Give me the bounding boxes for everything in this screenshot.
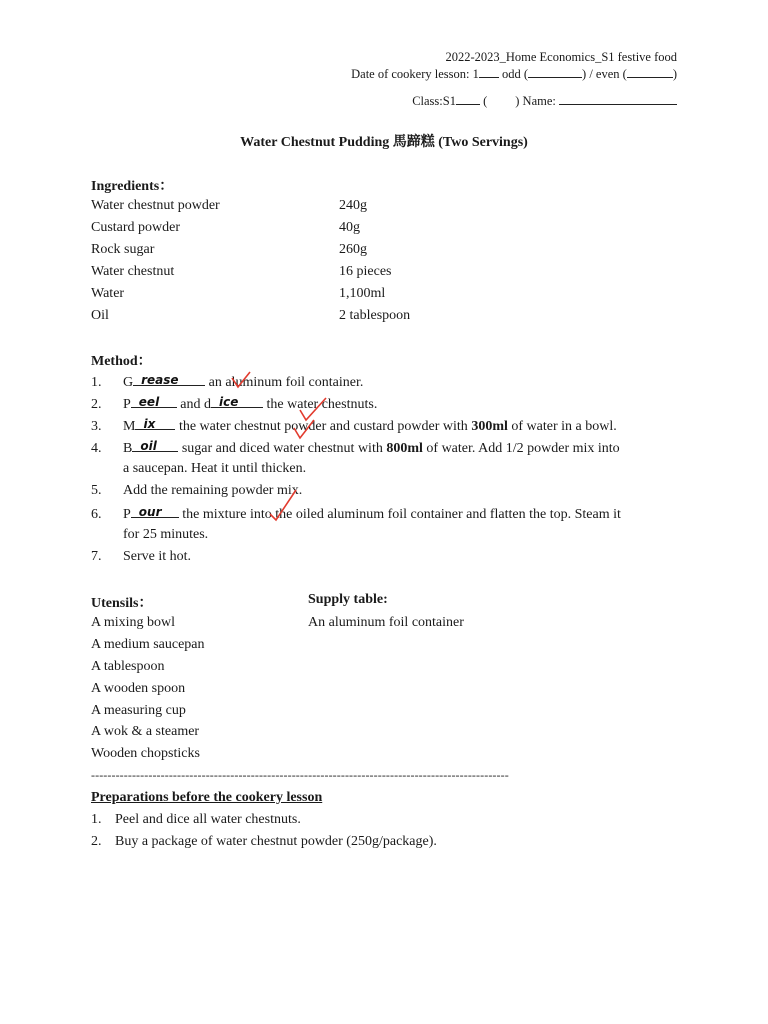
preparation-item [91, 834, 437, 850]
ingredients-heading: Ingredients： [91, 179, 174, 194]
method-heading: Method： [91, 354, 152, 369]
step-text: of water. Add 1/2 powder mix into [422, 441, 620, 456]
handwritten-answer: ice [219, 395, 239, 409]
utensil-item: A wooden spoon [91, 681, 186, 696]
step-text: the water chestnuts. [263, 397, 378, 412]
amount-emphasis: 300ml [471, 419, 508, 434]
preparation-item [91, 812, 301, 828]
step-number: 7. [91, 549, 102, 564]
ingredient-name: Custard powder [91, 220, 181, 235]
step-text: Serve it hot. [123, 549, 192, 564]
step-text: and d [176, 397, 212, 412]
handwritten-answer: our [138, 505, 162, 519]
ingredient-name: Water chestnut [91, 264, 175, 279]
utensil-item: A medium saucepan [91, 637, 205, 652]
step-prefix: P [123, 507, 131, 522]
even-label: ) / even ( [582, 67, 627, 81]
ingredient-name: Rock sugar [91, 242, 155, 257]
recipe-title: Water Chestnut Pudding 馬蹄糕 (Two Servings) [240, 135, 528, 150]
step-prefix: G [123, 375, 134, 390]
utensil-item: A tablespoon [91, 659, 165, 674]
step-prefix: B [123, 441, 133, 456]
step-number: 2. [91, 397, 102, 412]
ingredient-name: Oil [91, 308, 109, 323]
class-label: Class:S1 [412, 94, 456, 108]
check-mark-icon [270, 490, 296, 520]
ingredient-qty: 240g [339, 198, 367, 213]
prep-number: 2. [91, 834, 102, 849]
method-step-4-cont: a saucepan. Heat it until thicken. [123, 461, 307, 476]
name-label: ) Name: [515, 94, 556, 108]
handwritten-answer: rease [141, 373, 179, 387]
prep-text: Peel and dice all water chestnuts. [115, 812, 301, 827]
ingredient-qty: 1,100ml [339, 286, 386, 301]
utensil-item: A mixing bowl [91, 615, 176, 630]
handwritten-answer: ix [143, 417, 156, 431]
amount-emphasis: 800ml [386, 441, 423, 456]
step-number: 1. [91, 375, 102, 390]
close-paren: ) [672, 67, 677, 81]
check-mark-icon [232, 372, 250, 387]
step-text: Add the remaining powder mix. [123, 483, 303, 498]
utensil-item: A wok & a steamer [91, 724, 200, 739]
preparations-heading: Preparations before the cookery lesson [91, 790, 323, 805]
step-number: 5. [91, 483, 102, 498]
ingredient-qty: 260g [339, 242, 367, 257]
handwritten-answer: oil [140, 439, 157, 453]
method-step-6-cont: for 25 minutes. [123, 527, 209, 542]
utensils-heading: Utensils： [91, 596, 153, 611]
header-line1: 2022-2023_Home Economics_S1 festive food [445, 50, 677, 64]
step-prefix: P [123, 397, 131, 412]
open-paren: ( [483, 94, 488, 108]
utensil-item: A measuring cup [91, 703, 186, 718]
step-text: the mixture into the oiled aluminum foil container and flatten the top. Steam it [178, 507, 621, 522]
odd-label: odd ( [502, 67, 529, 81]
step-number: 3. [91, 419, 102, 434]
prep-number: 1. [91, 812, 102, 827]
ingredient-name: Water [91, 286, 125, 301]
ingredient-qty: 16 pieces [339, 264, 392, 279]
ingredient-qty: 2 tablespoon [339, 308, 411, 323]
step-text: an aluminum foil container. [205, 375, 364, 390]
supply-heading: Supply table: [308, 592, 388, 607]
ingredient-name: Water chestnut powder [91, 198, 220, 213]
step-text: of water in a bowl. [507, 419, 617, 434]
date-label: Date of cookery lesson: 1 [351, 67, 479, 81]
step-number: 6. [91, 507, 102, 522]
prep-text: Buy a package of water chestnut powder (250g/package). [115, 834, 437, 849]
ingredient-qty: 40g [339, 220, 360, 235]
step-prefix: M [123, 419, 136, 434]
step-text: the water chestnut powder and custard powder with [175, 419, 472, 434]
dashed-separator: ------------------------------------------------------------------------------------------------------ [91, 768, 509, 782]
handwritten-answer: eel [138, 395, 160, 409]
utensil-item: Wooden chopsticks [91, 746, 200, 761]
check-mark-icon [294, 420, 314, 438]
step-text: sugar and diced water chestnut with [178, 441, 387, 456]
step-number: 4. [91, 441, 102, 456]
supply-item: An aluminum foil container [308, 615, 464, 630]
check-mark-icon [300, 398, 326, 420]
